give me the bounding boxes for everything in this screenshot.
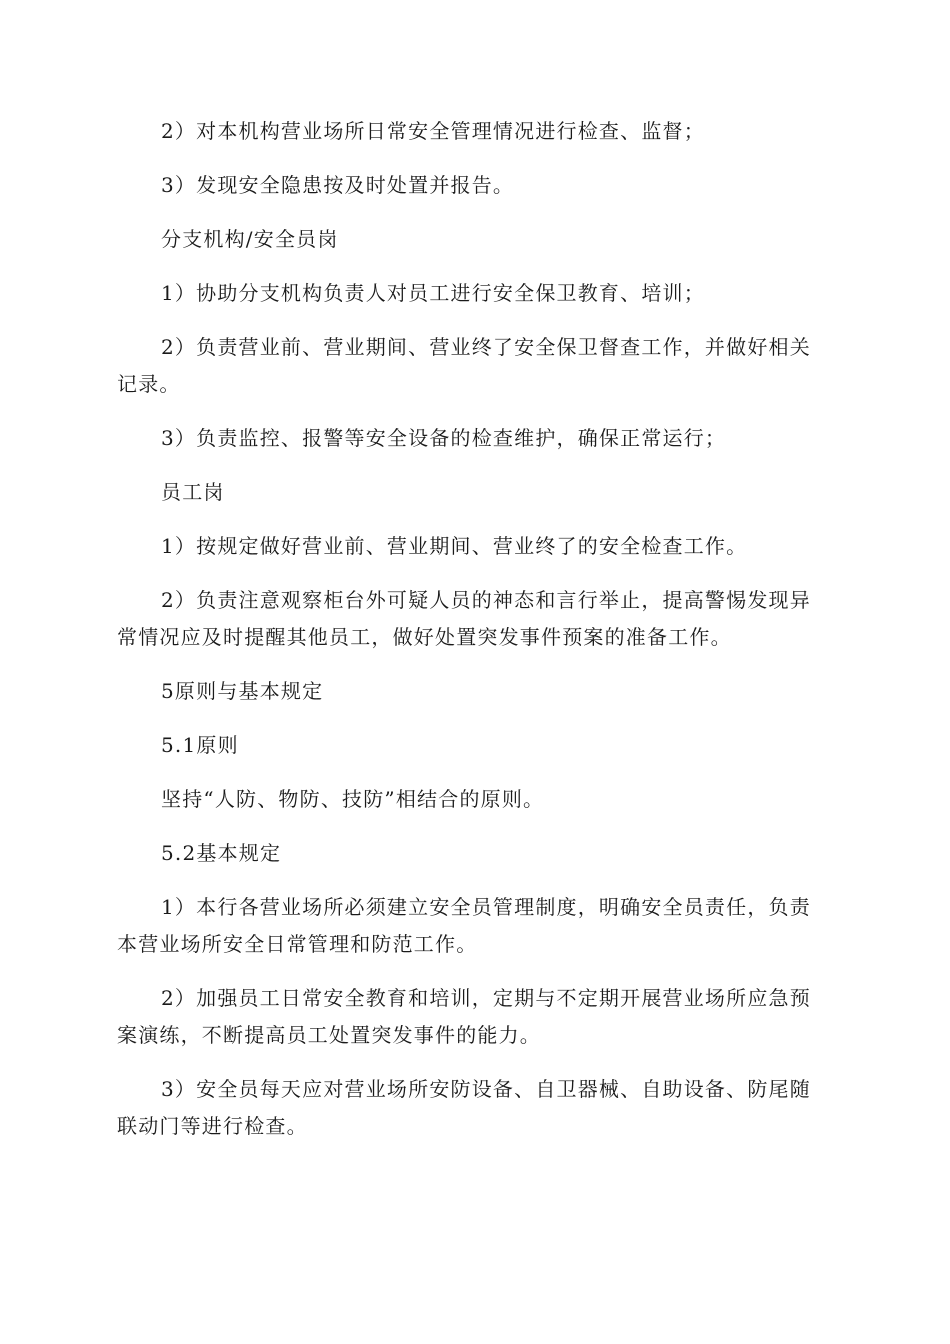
section-heading: 分支机构/安全员岗 bbox=[161, 227, 339, 251]
paragraph: 1）本行各营业场所必须建立安全员管理制度，明确安全员责任，负责本营业场所安全日常管理和防范工作。 bbox=[117, 895, 811, 956]
section-heading: 员工岗 bbox=[161, 480, 225, 504]
paragraph: 1）协助分支机构负责人对员工进行安全保卫教育、培训； bbox=[161, 281, 705, 305]
paragraph: 2）负责注意观察柜台外可疑人员的神态和言行举止，提高警惕发现异常情况应及时提醒其他员工，做好处置突发事件预案的准备工作。 bbox=[117, 588, 811, 649]
paragraph: 2）对本机构营业场所日常安全管理情况进行检查、监督； bbox=[161, 119, 705, 143]
paragraph: 1）按规定做好营业前、营业期间、营业终了的安全检查工作。 bbox=[161, 534, 748, 558]
paragraph: 2）加强员工日常安全教育和培训，定期与不定期开展营业场所应急预案演练，不断提高员工处置突发事件的能力。 bbox=[117, 986, 811, 1047]
subsection-heading: 5.2基本规定 bbox=[161, 841, 282, 865]
paragraph: 3）发现安全隐患按及时处置并报告。 bbox=[161, 173, 515, 197]
paragraph: 3）安全员每天应对营业场所安防设备、自卫器械、自助设备、防尾随联动门等进行检查。 bbox=[117, 1077, 811, 1138]
section-heading: 5原则与基本规定 bbox=[161, 679, 324, 703]
paragraph: 坚持“人防、物防、技防”相结合的原则。 bbox=[161, 787, 545, 811]
document-body bbox=[117, 113, 825, 1162]
subsection-heading: 5.1原则 bbox=[161, 733, 239, 757]
paragraph: 3）负责监控、报警等安全设备的检查维护，确保正常运行； bbox=[161, 426, 727, 450]
paragraph: 2）负责营业前、营业期间、营业终了安全保卫督查工作，并做好相关记录。 bbox=[117, 335, 811, 396]
